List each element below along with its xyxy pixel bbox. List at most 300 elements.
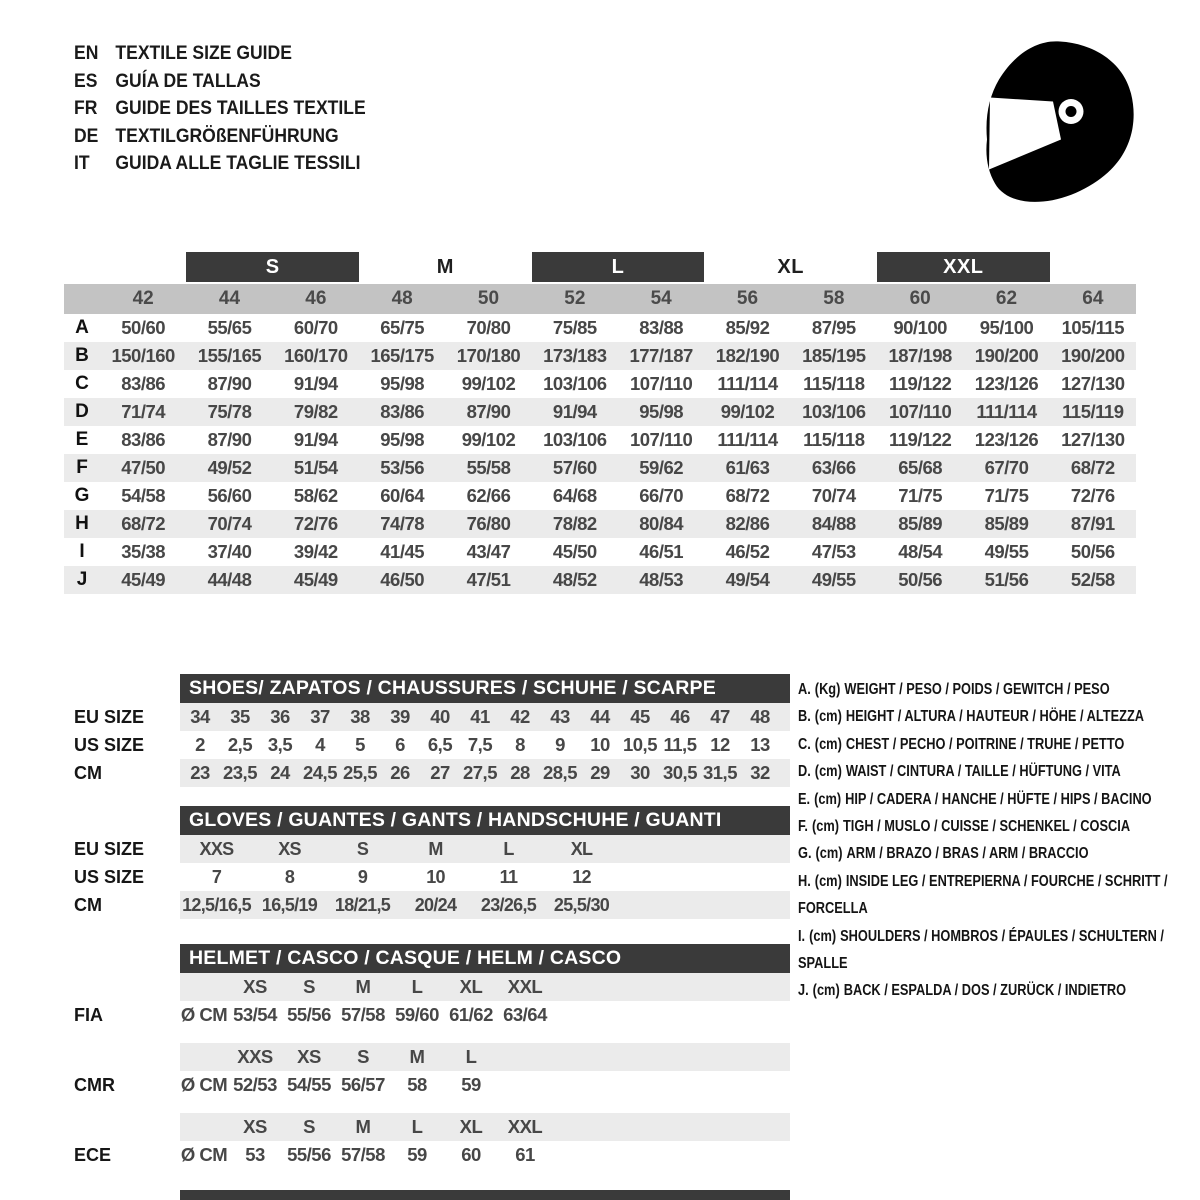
column-header: 60 [909,288,931,309]
size-value: 87/90 [466,401,511,422]
gloves-value: XXS [199,839,234,859]
size-value: 37/40 [207,541,252,562]
helmet-value: 57/58 [341,1144,385,1165]
language-code: IT [74,152,90,174]
size-value: 47/53 [811,541,856,562]
size-value: 68/72 [725,485,770,506]
legend-key: F. [798,818,808,836]
size-group-xxl: XXL [877,252,1050,282]
language-code: EN [74,42,99,64]
gloves-value: 10 [426,867,445,887]
legend-text: ARM / BRAZO / BRAS / ARM / BRACCIO [846,845,1089,863]
gloves-value: 8 [284,867,295,887]
helmet-fia-label: FIA [74,1005,103,1025]
shoes-value: 35 [230,706,250,727]
size-value: 46/52 [725,541,770,562]
helmet-value: 63/64 [503,1004,547,1025]
size-value: 79/82 [293,401,338,422]
helmet-size: L [465,1046,477,1067]
gloves-table [180,835,790,919]
size-value: 55/65 [207,317,252,338]
shoes-value: 41 [470,706,490,727]
size-value: 160/170 [284,345,348,366]
gloves-value: XS [278,839,301,859]
gloves-value: 7 [211,867,222,887]
measurement-legend [798,676,1180,1005]
unit-spacer [180,1043,228,1071]
size-value: 48/54 [898,541,943,562]
legend-text: WEIGHT / PESO / POIDS / GEWITCH / PESO [844,681,1110,698]
size-value: 47/50 [121,457,166,478]
size-value: 105/115 [1061,317,1124,338]
size-value: 61/63 [725,457,770,478]
cropped-next-section-bar [180,1190,790,1200]
legend-text: TIGH / MUSLO / CUISSE / SCHENKEL / COSCIA [842,818,1131,836]
size-value: 63/66 [811,457,856,478]
size-value: 64/68 [552,485,597,506]
helmet-value: 53/54 [233,1004,277,1025]
helmet-value: 59 [407,1144,427,1165]
legend-item [798,977,1180,1004]
size-value: 99/102 [720,401,775,422]
size-value: 56/60 [207,485,252,506]
size-value: 95/98 [380,429,425,450]
shoes-value: 40 [430,706,450,727]
size-value: 190/200 [974,345,1039,366]
size-value: 115/118 [803,429,865,450]
column-header: 52 [564,288,586,309]
shoes-value: 23,5 [222,762,257,783]
size-value: 71/75 [984,485,1029,506]
helmet-size: XS [297,1046,321,1067]
shoes-value: 7,5 [467,734,493,755]
size-value: 123/126 [974,429,1039,450]
language-title-list [74,40,366,178]
size-group-s: S [186,252,359,282]
gloves-row-us [180,863,790,891]
helmet-values-row [180,1001,790,1029]
diameter-unit: Ø CM [180,1004,228,1025]
legend-item [798,786,1180,813]
row-label: B [75,345,89,366]
size-value: 111/114 [976,401,1037,422]
size-value: 49/54 [725,569,770,590]
helmet-size: S [303,976,315,997]
legend-key: B. [798,708,811,726]
legend-key: G. [798,845,812,863]
size-value: 46/51 [639,541,684,562]
column-header: 58 [823,288,845,309]
gloves-value: L [503,839,514,859]
size-value: 99/102 [461,429,516,450]
size-value: 187/198 [888,345,952,366]
legend-key: J. [798,982,809,1000]
helmet-section-header: HELMET / CASCO / CASQUE / HELM / CASCO [180,944,790,973]
language-code: DE [74,124,99,147]
legend-unit: (Kg) [814,681,841,698]
gloves-value: 12,5/16,5 [182,895,251,915]
size-table-row [64,538,1136,566]
shoes-value: 10,5 [622,734,657,755]
size-value: 95/100 [979,317,1034,338]
row-label: I [79,541,85,562]
legend-unit: (cm) [814,735,842,753]
shoes-value: 24,5 [302,762,337,783]
size-value: 52/58 [1070,569,1115,590]
shoes-value: 23 [190,762,210,783]
size-value: 127/130 [1061,429,1125,450]
helmet-value: 57/58 [341,1004,385,1025]
legend-unit: (cm) [811,818,839,836]
legend-unit: (cm) [814,790,842,808]
helmet-size: XL [459,976,483,997]
size-value: 53/56 [380,457,425,478]
gloves-value: XL [570,839,593,859]
size-value: 85/89 [898,513,943,534]
helmet-sizes-row [180,1043,790,1071]
diameter-unit: Ø CM [180,1074,228,1095]
gloves-value: S [356,839,369,859]
shoes-value: 25,5 [342,762,377,783]
row-label: E [75,429,89,450]
shoes-value: 6,5 [427,734,453,755]
row-label: H [75,513,89,534]
size-table-row [64,482,1136,510]
size-value: 103/106 [543,429,607,450]
size-value: 190/200 [1061,345,1125,366]
size-value: 62/66 [466,485,511,506]
size-value: 43/47 [466,541,511,562]
legend-unit: (cm) [814,872,842,890]
band-spacer [64,284,100,314]
size-value: 103/106 [543,373,607,394]
shoes-value: 30 [630,762,650,783]
legend-item [798,731,1180,758]
gloves-value: 20/24 [414,895,457,915]
size-value: 72/76 [1070,485,1115,506]
size-value: 50/56 [1070,541,1115,562]
size-value: 68/72 [1070,457,1115,478]
legend-key: E. [798,790,811,808]
helmet-size: L [411,1116,423,1137]
helmet-value: 56/57 [341,1074,385,1095]
helmet-size: S [303,1116,315,1137]
size-value: 49/55 [811,569,856,590]
size-value: 51/56 [984,569,1029,590]
size-value: 71/75 [898,485,943,506]
shoes-value: 3,5 [267,734,293,755]
legend-key: I. [798,927,806,945]
language-code: FR [74,97,98,119]
size-value: 57/60 [552,457,597,478]
legend-item [798,923,1180,978]
size-value: 41/45 [380,541,425,562]
column-header: 42 [132,288,154,309]
helmet-value: 54/55 [287,1074,331,1095]
shoes-value: 45 [630,706,650,727]
size-value: 51/54 [293,457,338,478]
size-value: 99/102 [461,373,516,394]
legend-unit: (cm) [815,845,843,863]
size-value: 55/58 [466,457,511,478]
helmet-value: 61 [515,1144,535,1165]
language-title: GUIDE DES TAILLES TEXTILE [115,97,366,119]
size-value: 115/118 [803,373,865,394]
shoes-value: 31,5 [702,762,737,783]
legend-item [798,813,1180,840]
language-title: TEXTILGRÖßENFÜHRUNG [115,124,339,147]
legend-key: D. [798,763,811,781]
gloves-cm-label: CM [74,895,102,915]
size-value: 84/88 [811,513,856,534]
gloves-value: 18/21,5 [334,895,391,915]
size-value: 87/91 [1070,513,1115,534]
shoes-value: 48 [750,706,770,727]
size-value: 45/50 [552,541,597,562]
legend-unit: (cm) [809,927,837,945]
helmet-value: 53 [245,1144,265,1165]
column-header: 46 [305,288,327,309]
size-value: 119/122 [888,429,952,450]
helmet-value: 59/60 [395,1004,439,1025]
shoes-value: 2,5 [227,734,253,755]
column-header: 48 [391,288,413,309]
size-value: 123/126 [974,373,1039,394]
size-value: 185/195 [802,345,866,366]
shoes-value: 24 [270,762,290,783]
gloves-row-eu [180,835,790,863]
language-row [74,95,366,123]
helmet-size: XS [243,1116,267,1137]
legend-text: CHEST / PECHO / POITRINE / TRUHE / PETTO [845,735,1125,753]
size-value: 60/64 [380,485,425,506]
legend-item [798,676,1180,703]
helmet-value: 60 [461,1144,481,1165]
diameter-unit: Ø CM [180,1144,228,1165]
size-value: 67/70 [984,457,1029,478]
legend-text: INSIDE LEG / ENTREPIERNA / FOURCHE / SCHRITT / FORCELLA [798,872,1168,918]
helmet-value: 61/62 [449,1004,493,1025]
size-value: 91/94 [293,373,338,394]
size-table-row [64,510,1136,538]
helmet-size: M [355,976,371,997]
helmet-values-row [180,1141,790,1169]
helmet-size: XXL [507,1116,543,1137]
helmet-size: M [409,1046,425,1067]
helmet-cmr-label: CMR [74,1075,115,1095]
gloves-value: 9 [357,867,368,887]
shoes-value: 30,5 [662,762,697,783]
size-value: 165/175 [370,345,434,366]
legend-key: C. [798,735,811,753]
size-value: 80/84 [639,513,684,534]
size-value: 107/110 [888,401,952,422]
gloves-row-cm [180,891,790,919]
size-value: 170/180 [456,345,521,366]
legend-item [798,868,1180,923]
legend-text: SHOULDERS / HOMBROS / ÉPAULES / SCHULTERN / SPALLE [798,927,1164,973]
shoes-us-size-label: US SIZE [74,735,145,755]
shoes-value: 10 [590,734,610,755]
shoes-value: 26 [390,762,410,783]
size-value: 182/190 [715,345,780,366]
column-header: 62 [995,288,1018,309]
row-label: G [74,485,90,506]
language-title: GUIDA ALLE TAGLIE TESSILI [115,152,361,174]
gloves-value: 12 [572,867,591,887]
size-value: 72/76 [293,513,338,534]
helmet-value: 52/53 [233,1074,277,1095]
size-value: 49/52 [207,457,252,478]
shoes-value: 11,5 [663,734,697,755]
legend-text: HIP / CADERA / HANCHE / HÜFTE / HIPS / BACINO [845,790,1152,808]
size-value: 50/60 [121,317,166,338]
group-spacer [1050,252,1136,282]
shoes-value: 36 [270,706,290,727]
size-value: 87/95 [811,317,856,338]
legend-item [798,758,1180,785]
shoes-value: 27,5 [462,762,497,783]
language-row [74,40,366,68]
helmet-size: M [355,1116,371,1137]
size-value: 49/55 [984,541,1029,562]
group-spacer [100,252,186,282]
shoes-value: 29 [590,762,610,783]
size-number-band [64,284,1136,314]
language-row [74,150,366,178]
size-value: 65/68 [898,457,943,478]
legend-text: BACK / ESPALDA / DOS / ZURÜCK / INDIETRO [843,982,1127,1000]
column-header: 56 [736,288,759,309]
column-header: 50 [477,288,500,309]
shoes-value: 38 [350,706,370,727]
shoes-value: 6 [395,734,405,755]
size-value: 70/80 [466,317,511,338]
gloves-section-header: GLOVES / GUANTES / GANTS / HANDSCHUHE / GUANTI [180,806,790,835]
shoes-row-eu [180,703,790,731]
helmet-size: XXS [237,1046,273,1067]
size-group-xl: XL [777,255,804,278]
legend-item [798,840,1180,867]
legend-text: HEIGHT / ALTURA / HAUTEUR / HÖHE / ALTEZZA [845,708,1144,726]
shoes-table [180,703,790,787]
racing-helmet-icon [983,40,1135,205]
size-value: 60/70 [293,317,338,338]
shoes-value: 43 [550,706,570,727]
size-value: 59/62 [639,457,684,478]
helmet-size: XXL [507,976,543,997]
row-label: A [75,317,89,338]
size-value: 70/74 [207,513,252,534]
size-value: 50/56 [898,569,943,590]
shoes-value: 12 [710,734,730,755]
size-table-row [64,566,1136,594]
helmet-size: XL [459,1116,483,1137]
size-value: 47/51 [466,569,511,590]
size-table-row [64,342,1136,370]
unit-spacer [180,1113,228,1141]
shoes-cm-label: CM [74,763,102,783]
legend-unit: (cm) [812,982,840,1000]
legend-unit: (cm) [814,763,842,781]
helmet-ece-label: ECE [74,1145,112,1165]
size-value: 119/122 [888,373,952,394]
size-table-row [64,370,1136,398]
size-value: 48/52 [552,569,597,590]
shoes-value: 8 [515,734,525,755]
row-label: F [76,457,88,478]
size-value: 155/165 [197,345,262,366]
legend-key: A. [798,681,811,698]
textile-size-table [64,252,1136,594]
size-value: 82/86 [725,513,770,534]
size-value: 44/48 [207,569,252,590]
column-header: 54 [650,288,672,309]
size-group-l: L [532,252,705,282]
shoes-value: 37 [310,706,330,727]
size-value: 85/89 [984,513,1029,534]
gloves-value: M [428,839,443,859]
size-value: 91/94 [552,401,597,422]
size-value: 83/86 [121,429,166,450]
gloves-value: 23/26,5 [480,895,537,915]
size-value: 95/98 [380,373,425,394]
helmet-size: XS [243,976,267,997]
shoes-value: 5 [355,734,365,755]
row-label: D [75,401,89,422]
size-value: 68/72 [121,513,166,534]
helmet-sizes-row [180,1113,790,1141]
language-row [74,68,366,96]
column-header: 64 [1082,288,1104,309]
legend-unit: (cm) [814,708,842,726]
helmet-size [498,1043,552,1071]
helmet-sizes-row [180,973,790,1001]
size-value: 150/160 [111,345,175,366]
shoes-value: 34 [190,706,210,727]
legend-item [798,703,1180,730]
helmet-value: 55/56 [287,1144,331,1165]
size-value: 91/94 [293,429,338,450]
helmet-values-row [180,1071,790,1099]
size-value: 95/98 [639,401,684,422]
shoes-value: 9 [555,734,565,755]
size-value: 75/78 [207,401,252,422]
language-title: GUÍA DE TALLAS [115,69,261,92]
shoes-eu-size-label: EU SIZE [74,707,145,727]
gloves-value: 25,5/30 [553,895,610,915]
size-table-row [64,426,1136,454]
helmet-value: 55/56 [287,1004,331,1025]
size-value: 83/88 [639,317,684,338]
shoes-value: 27 [430,762,450,783]
shoes-row-us [180,731,790,759]
shoes-value: 42 [510,706,530,727]
size-value: 111/114 [717,373,778,394]
shoes-value: 28,5 [542,762,577,783]
size-group-header-row [64,252,1136,282]
row-label: C [75,373,89,394]
size-group-m: M [436,255,454,278]
size-value: 39/42 [293,541,338,562]
size-value: 115/119 [1062,401,1124,422]
shoes-value: 28 [510,762,530,783]
size-value: 78/82 [552,513,597,534]
shoes-value: 2 [195,734,205,755]
size-table-row [64,398,1136,426]
shoes-value: 4 [315,734,325,755]
size-value: 45/49 [121,569,166,590]
